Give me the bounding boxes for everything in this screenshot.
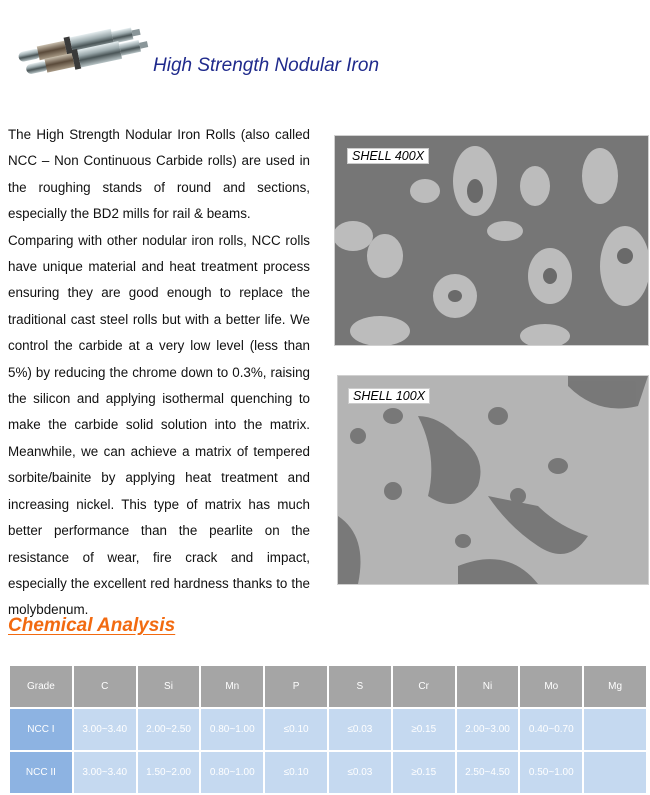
column-header-cr: Cr (393, 666, 455, 707)
chemical-analysis-table (8, 664, 648, 795)
column-header-p: P (265, 666, 327, 707)
column-header-grade: Grade (10, 666, 72, 707)
column-header-mo: Mo (520, 666, 582, 707)
micrograph-shell-100x (337, 375, 649, 585)
table-cell: 0.50~1.00 (520, 752, 582, 793)
page-title: High Strength Nodular Iron (153, 55, 380, 76)
table-cell: ≤0.10 (265, 709, 327, 750)
table-cell: ≤0.03 (329, 709, 391, 750)
column-header-si: Si (138, 666, 200, 707)
micrograph-image (335, 136, 648, 345)
table-cell: 3.00~3.40 (74, 752, 136, 793)
micrograph-label: SHELL 400X (347, 148, 429, 164)
table-cell: ≤0.10 (265, 752, 327, 793)
column-header-c: C (74, 666, 136, 707)
table-cell (584, 752, 646, 793)
column-header-ni: Ni (457, 666, 519, 707)
micrograph-image (338, 376, 648, 584)
description-text (8, 122, 310, 624)
column-header-s: S (329, 666, 391, 707)
table-cell: 0.80~1.00 (201, 709, 263, 750)
grade-cell: NCC II (10, 752, 72, 793)
table-cell: 3.00~3.40 (74, 709, 136, 750)
table-row (10, 709, 646, 750)
table-cell: 2.00~3.00 (457, 709, 519, 750)
micrograph-label: SHELL 100X (348, 388, 430, 404)
table-cell: 0.40~0.70 (520, 709, 582, 750)
table-cell: 0.80~1.00 (201, 752, 263, 793)
page-header (0, 0, 650, 100)
chemical-analysis-heading: Chemical Analysis (8, 615, 176, 636)
table-row (10, 752, 646, 793)
column-header-mg: Mg (584, 666, 646, 707)
table-cell: 2.00~2.50 (138, 709, 200, 750)
table-header-row (10, 666, 646, 707)
rolls-image (8, 18, 153, 83)
table-cell: ≥0.15 (393, 752, 455, 793)
description-paragraph: Comparing with other nodular iron rolls, NCC rolls have unique material and heat treatment process ensuring they are good enough to replace the traditional cast steel rolls but with a better life. We control the carbide at a very low level (less than 5%) by reducing the chrome down to 0.3%, raising the silicon and applying isothermal quenching to make the carbide solid solution into the matrix. Meanwhile, we can achieve a matrix of tempered sorbite/bainite by applying heat treatment and increasing nickel. This type of matrix has much better performance than the pearlite on the resistance of wear, fire crack and impact, especially the excellent red hardness thanks to the molybdenum. (8, 232, 310, 618)
grade-cell: NCC I (10, 709, 72, 750)
column-header-mn: Mn (201, 666, 263, 707)
micrograph-shell-400x (334, 135, 649, 346)
table-cell: ≥0.15 (393, 709, 455, 750)
table-cell: 2.50~4.50 (457, 752, 519, 793)
table-cell: ≤0.03 (329, 752, 391, 793)
table-cell (584, 709, 646, 750)
description-paragraph: The High Strength Nodular Iron Rolls (also called NCC – Non Continuous Carbide rolls) are used in the roughing stands of round and sections, especially the BD2 mills for rail & beams. (8, 127, 310, 222)
table-cell: 1.50~2.00 (138, 752, 200, 793)
